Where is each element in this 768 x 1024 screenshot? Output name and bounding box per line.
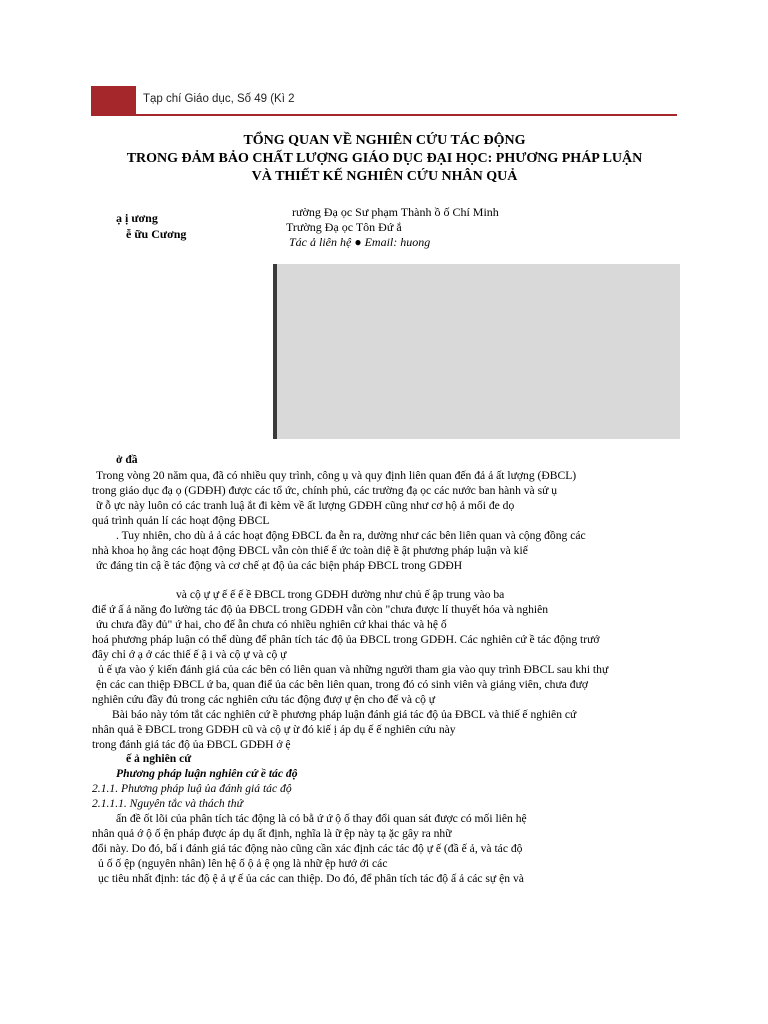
body-line: ủ ế ựa vào ý kiến đánh giá của các bên có liên quan và những người tham gia vào quy trình ĐBCL sau khi thự — [98, 663, 609, 676]
affiliation-1: rường Đạ ọc Sư phạm Thành ồ ố Chí Minh — [292, 205, 499, 219]
body-line: . Tuy nhiên, cho dù ả ả các hoạt động ĐBCL đa ễn ra, dường như các bên liên quan và cộng đồng các — [116, 529, 586, 542]
subsubsection-heading: 2.1.1. Phương pháp luậ ủa đánh giá tác độ — [92, 782, 292, 795]
body-line: ục tiêu nhất định: tác độ ệ ả ự ế ủa các can thiệp. Do đó, để phân tích tác độ ấ ả các sự ện và — [98, 872, 524, 885]
body-line: Bài báo này tóm tắt các nghiên cứ ề phương pháp luận đánh giá tác độ ủa ĐBCL và thiế ế nghiên cứ — [112, 708, 577, 721]
body-line: ữ ỗ ực này luôn có các tranh luậ ắt đi kèm về ất lượng GDĐH cũng như cơ hộ ả mối đe dọ — [96, 499, 515, 512]
header-rule — [136, 114, 677, 116]
author-name-1: ạ ị ương — [116, 211, 158, 225]
affiliation-2: Trường Đạ ọc Tôn Đứ ắ — [286, 220, 402, 234]
subsection-heading: Phương pháp luận nghiên cứ ề tác độ — [116, 767, 298, 780]
journal-header: Tạp chí Giáo dục, Số 49 (Kì 2 — [143, 93, 295, 105]
body-line: ện các can thiệp ĐBCL ứ ba, quan điể ủa các bên liên quan, trong đó có sinh viên và giảng viên, chưa đượ — [96, 678, 589, 691]
section-heading-results: ế ả nghiên cứ — [126, 752, 192, 765]
body-line: ứu chưa đầy đủ" ứ hai, cho đế ẫn chưa có nhiều nghiên cứ khai thác và hệ ố — [96, 618, 447, 631]
corresponding-author: Tác ả liên hệ ● Email: huong — [289, 235, 431, 249]
body-line: đây chỉ ớ ạ ở các thiế ế ậ i và cộ ự và cộ ự — [92, 648, 287, 661]
body-line: trong đánh giá tác độ ủa ĐBCL GDĐH ở ệ — [92, 738, 291, 751]
body-line: nhân quả ề ĐBCL trong GDĐH cũ và cộ ự ừ đó kiế ị áp dụ ế ế nghiên cứu này — [92, 723, 456, 736]
body-line: đổi này. Do đó, bấ i đánh giá tác động nào cũng cần xác định các tác độ ự ế (đầ ế ả, và tác độ — [92, 842, 523, 855]
section-heading-intro: ở đầ — [116, 453, 138, 466]
title-line-3: VÀ THIẾT KẾ NGHIÊN CỨU NHÂN QUẢ — [251, 169, 518, 184]
body-line: và cộ ự ự ế ế ế ề ĐBCL trong GDĐH dường như chủ ế ập trung vào ba — [176, 588, 505, 601]
title-line-2: TRONG ĐẢM BẢO CHẤT LƯỢNG GIÁO DỤC ĐẠI HỌC: PHƯƠNG PHÁP LUẬN — [126, 151, 643, 166]
abstract-box — [273, 264, 680, 439]
body-line: ủ ố ố ệp (nguyên nhân) lên hệ ố ộ ả ệ ọng là nhữ ệp hướ ới các — [98, 857, 388, 870]
author-name-2: ễ ữu Cương — [126, 227, 187, 241]
subsubsubsection-heading: 2.1.1.1. Nguyên tắc và thách thứ — [92, 797, 243, 810]
title-line-1: TỔNG QUAN VỀ NGHIÊN CỨU TÁC ĐỘNG — [243, 133, 526, 148]
body-line: Trong vòng 20 năm qua, đã có nhiều quy trình, công ụ và quy định liên quan đến đả ả ất lượng (ĐBCL) — [96, 469, 577, 482]
header-accent-block — [91, 86, 136, 116]
body-line: trong giáo dục đạ ọ (GDĐH) được các tổ ức, chính phủ, các trường đạ ọc các nước ban hành và sử ụ — [92, 484, 558, 497]
body-line: nghiên cứu đầy đủ trong các nghiên cứu tác động đượ ự ện cho đế và cộ ự — [92, 693, 436, 706]
body-line: điể ứ ấ ả năng đo lường tác độ ủa ĐBCL trong GDĐH vẫn còn "chưa được lí thuyết hóa và nghiên — [92, 603, 549, 616]
body-line: ức đáng tin cậ ề tác động và cơ chế ạt độ ủa các biện pháp ĐBCL trong GDĐH — [96, 559, 463, 572]
body-line: nhà khoa họ ằng các hoạt động ĐBCL vẫn còn thiế ế ức toàn diệ ề ật phương pháp luận và kiế — [92, 544, 528, 557]
body-line: quá trình quản lí các hoạt động ĐBCL — [92, 514, 270, 527]
body-line: nhân quả ớ ộ ố ện pháp được áp dụ ất định, nghĩa là ữ ệp này tạ ặc gây ra nhữ — [92, 827, 452, 840]
body-line: ấn đề ốt lõi của phân tích tác động là có bằ ứ ứ ộ ố thay đổi quan sát được có mối liên hệ — [116, 812, 527, 825]
body-line: hoá phương pháp luận có thể dùng để phân tích tác độ ủa ĐBCL trong GDĐH. Các nghiên cứ ề tác động trướ — [92, 633, 600, 646]
